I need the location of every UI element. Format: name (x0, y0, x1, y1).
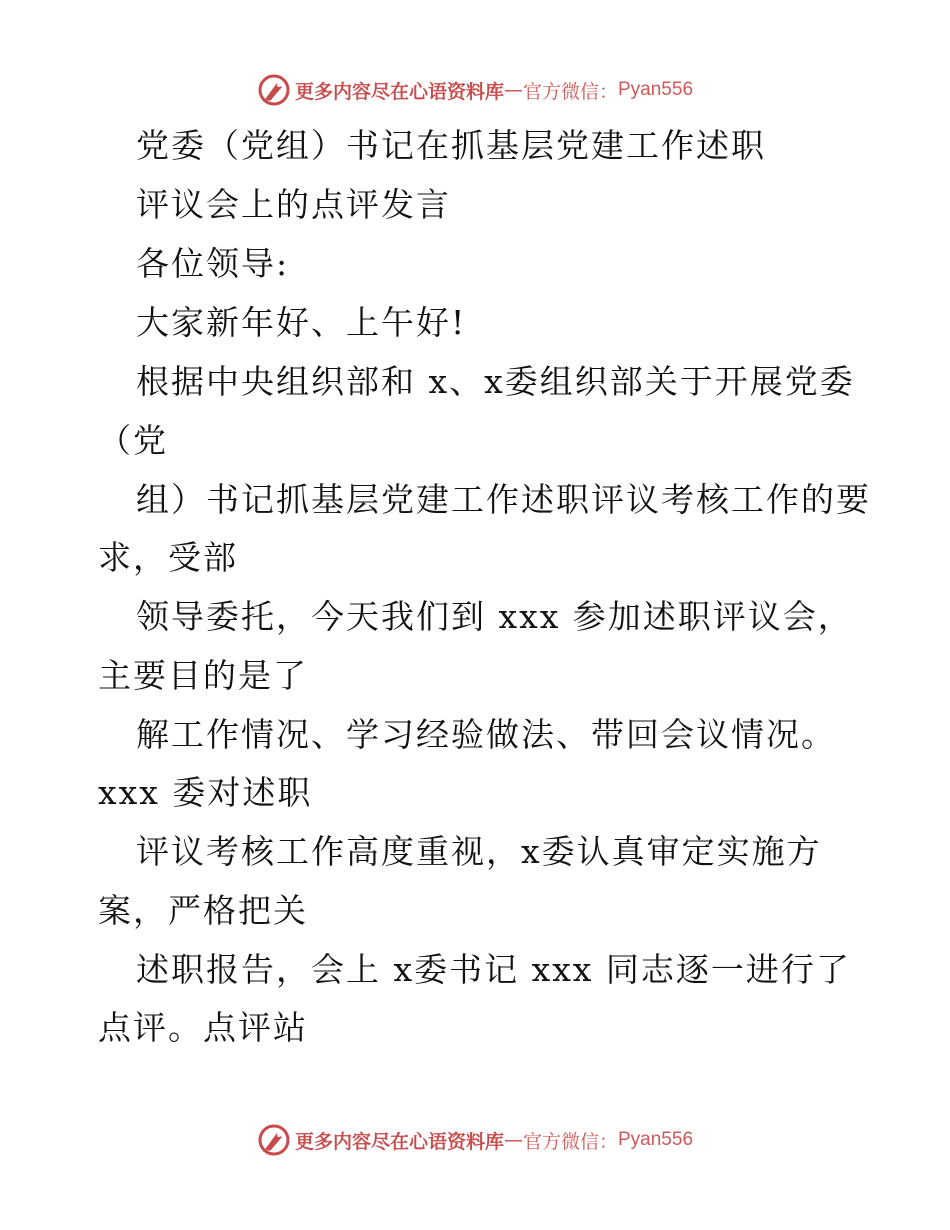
paragraph-line: 述职报告，会上 x委书记 xxx 同志逐一进行了 (136, 950, 851, 989)
paragraph-line: 根据中央组织部和 x、x委组织部关于开展党委 (136, 362, 855, 401)
paragraph-line: 组）书记抓基层党建工作述职评议考核工作的要 (136, 480, 871, 519)
banner-separator: — (503, 79, 523, 101)
paragraph-line: 评议考核工作高度重视，x委认真审定实施方 (136, 832, 822, 871)
banner-wechat-id: Pyan556 (618, 79, 694, 100)
paragraph-line: 求，受部 (98, 538, 238, 577)
footer-banner (0, 1120, 950, 1160)
paragraph-line: 领导委托，今天我们到 xxx 参加述职评议会， (136, 597, 853, 636)
banner-wechat-label: 官方微信： (522, 1130, 618, 1153)
document-title-line-1: 党委（党组）书记在抓基层党建工作述职 (136, 126, 766, 165)
banner-separator: — (503, 1129, 523, 1151)
banner-wechat-id: Pyan556 (618, 1129, 694, 1150)
salutation: 各位领导: (136, 244, 290, 283)
paragraph-line: 主要目的是了 (98, 656, 308, 695)
pen-nib-logo-icon (257, 73, 291, 107)
paragraph-line: xxx 委对述职 (98, 773, 313, 812)
banner-site-name: 更多内容尽在心语资料库 (294, 80, 504, 103)
paragraph-line: 解工作情况、学习经验做法、带回会议情况。 (136, 715, 836, 754)
banner-wechat-label: 官方微信： (522, 80, 618, 103)
banner-site-name: 更多内容尽在心语资料库 (294, 1130, 504, 1153)
pen-nib-logo-icon (257, 1123, 291, 1157)
greeting: 大家新年好、上午好! (136, 303, 467, 342)
header-banner (0, 70, 950, 110)
paragraph-line: 案，严格把关 (98, 891, 308, 930)
paragraph-line: 点评。点评站 (98, 1008, 308, 1047)
paragraph-line: （党 (98, 421, 168, 460)
document-title-line-2: 评议会上的点评发言 (136, 185, 451, 224)
